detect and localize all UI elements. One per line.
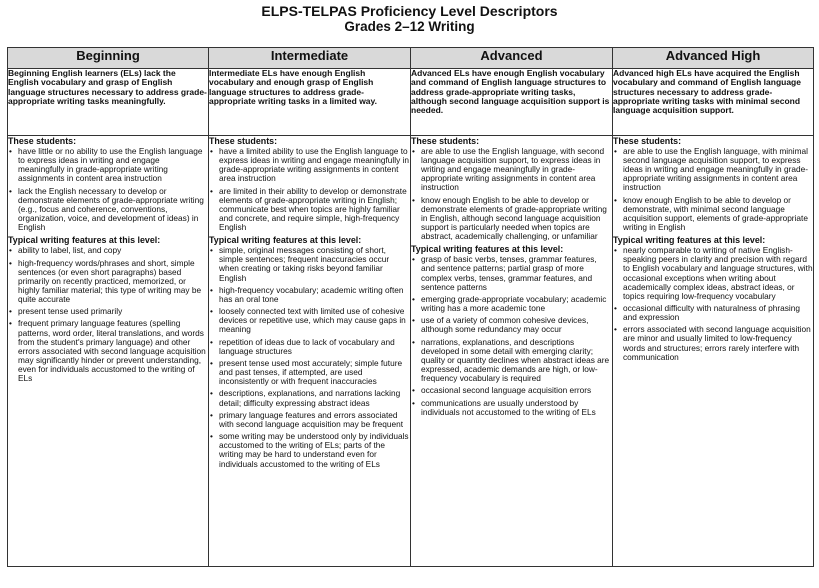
writing-feature-item bbox=[613, 325, 813, 361]
writing-feature-item bbox=[209, 389, 410, 407]
column-heading-advanced-high: Advanced High bbox=[613, 48, 814, 69]
student-ability-item bbox=[209, 147, 410, 183]
bullet-icon: • bbox=[210, 185, 213, 196]
column-heading-beginning: Beginning bbox=[8, 48, 209, 69]
item-text: present tense used primarily bbox=[18, 306, 123, 317]
students-heading: These students: bbox=[411, 136, 480, 146]
item-text: some writing may be understood only by individuals accustomed to the writing of ELs; parts of the writing may be hard to understand even for individuals accustomed to the writing of ELs bbox=[219, 431, 409, 469]
item-text: know enough English to be able to develop or demonstrate elements of grade-appropriate writing in English, although second language acquisition support is particularly needed when topics are abstract, academically challenging, or unfamiliar bbox=[421, 194, 607, 242]
item-text: grasp of basic verbs, tenses, grammar features, and sentence patterns; partial grasp of more complex verbs, tenses, grammar features, and sentence patterns bbox=[421, 254, 597, 292]
item-text: errors associated with second language acquisition are minor and usually limited to low-frequency words and structures; errors rarely interfere with communication bbox=[623, 324, 811, 362]
bullet-icon: • bbox=[412, 315, 415, 326]
student-ability-item bbox=[8, 147, 208, 183]
writing-feature-item bbox=[613, 246, 813, 301]
students-list bbox=[613, 147, 813, 232]
item-text: have little or no ability to use the English language to express ideas in writing and engage meaningfully in grade-appropriate writing assignments in content area instruction bbox=[18, 146, 203, 184]
bullet-icon: • bbox=[614, 194, 617, 205]
bullet-icon: • bbox=[412, 254, 415, 265]
students-list bbox=[411, 147, 612, 241]
features-heading: Typical writing features at this level: bbox=[209, 235, 362, 246]
writing-feature-item bbox=[8, 259, 208, 304]
student-ability-item bbox=[411, 196, 612, 241]
item-text: are limited in their ability to develop or demonstrate elements of grade-appropriate writing in English; communicate best when topics are highly familiar and concrete, and require simple, high-frequency English bbox=[219, 185, 407, 232]
student-ability-item bbox=[613, 147, 813, 192]
descriptor-beginning: Beginning English learners (ELs) lack the English vocabulary and grasp of English language structures necessary to address grade-appropriate writing tasks meaningfully. bbox=[8, 69, 209, 136]
writing-feature-item bbox=[8, 246, 208, 255]
students-heading: These students: bbox=[613, 136, 682, 146]
item-text: occasional difficulty with naturalness of phrasing and expression bbox=[623, 302, 800, 323]
bullet-icon: • bbox=[412, 397, 415, 408]
item-text: high-frequency words/phrases and short, simple sentences (or even short paragraphs) based primarily on recently practiced, memorized, or highly familiar material; this type of writing may be quite accurate bbox=[18, 257, 202, 304]
student-ability-item bbox=[209, 187, 410, 232]
bullet-icon: • bbox=[614, 302, 617, 313]
header-row bbox=[8, 48, 814, 69]
writing-feature-item bbox=[209, 246, 410, 282]
writing-feature-item bbox=[209, 338, 410, 356]
bullet-icon: • bbox=[614, 146, 617, 156]
item-text: high-frequency vocabulary; academic writing often has an oral tone bbox=[219, 284, 404, 304]
writing-feature-item bbox=[411, 399, 612, 417]
bullet-icon: • bbox=[210, 306, 213, 317]
writing-feature-item bbox=[209, 359, 410, 386]
bullet-icon: • bbox=[9, 146, 12, 156]
writing-feature-item bbox=[411, 386, 612, 395]
column-heading-advanced: Advanced bbox=[411, 48, 613, 69]
details-beginning bbox=[8, 136, 209, 567]
bullet-icon: • bbox=[210, 358, 213, 368]
students-list bbox=[209, 147, 410, 232]
descriptor-advanced: Advanced ELs have enough English vocabulary and command of English language structures to address grade-appropriate writing tasks, although second language acquisition support is needed. bbox=[411, 69, 613, 136]
bullet-icon: • bbox=[210, 431, 213, 442]
item-text: primary language features and errors associated with second language acquisition may be frequent bbox=[219, 409, 404, 429]
proficiency-table bbox=[7, 47, 814, 567]
bullet-icon: • bbox=[9, 185, 12, 196]
writing-feature-item bbox=[8, 319, 208, 383]
bullet-icon: • bbox=[412, 146, 415, 156]
item-text: emerging grade-appropriate vocabulary; academic writing has a more academic tone bbox=[421, 293, 607, 313]
students-list bbox=[8, 147, 208, 232]
item-text: use of a variety of common cohesive devices, although some redundancy may occur bbox=[421, 315, 589, 335]
item-text: ability to label, list, and copy bbox=[18, 245, 122, 256]
details-row bbox=[8, 136, 814, 567]
bullet-icon: • bbox=[412, 385, 415, 396]
bullet-icon: • bbox=[614, 324, 617, 335]
descriptor-row bbox=[8, 69, 814, 136]
writing-feature-item bbox=[209, 432, 410, 468]
column-heading-intermediate: Intermediate bbox=[209, 48, 411, 69]
item-text: know enough English to be able to develop or demonstrate, with minimal second language acquisition support, elements of grade-appropriate writing in English bbox=[623, 194, 808, 232]
writing-feature-item bbox=[8, 307, 208, 316]
features-list bbox=[613, 246, 813, 362]
writing-feature-item bbox=[411, 338, 612, 383]
writing-feature-item bbox=[613, 304, 813, 322]
bullet-icon: • bbox=[210, 388, 213, 399]
page-subtitle: Grades 2–12 Writing bbox=[344, 19, 475, 34]
bullet-icon: • bbox=[614, 245, 617, 256]
features-list bbox=[411, 255, 612, 416]
features-list bbox=[8, 246, 208, 383]
bullet-icon: • bbox=[9, 306, 12, 317]
item-text: narrations, explanations, and descriptions developed in some detail with emerging clarity; quality or quantity declines when abstract ideas are expressed, academic demands are high, or low-frequency vocabulary is required bbox=[421, 336, 610, 383]
student-ability-item bbox=[613, 196, 813, 232]
writing-feature-item bbox=[209, 411, 410, 429]
item-text: lack the English necessary to develop or demonstrate elements of grade-appropriate writing (e.g., focus and coherence, conventions, organization, voice, and development of ideas) in English bbox=[18, 185, 204, 232]
student-ability-item bbox=[411, 147, 612, 192]
descriptor-intermediate: Intermediate ELs have enough English vocabulary and enough grasp of English language structures to address grade-appropriate writing tasks in a limited way. bbox=[209, 69, 411, 136]
bullet-icon: • bbox=[412, 194, 415, 205]
item-text: communications are usually understood by individuals not accustomed to the writing of ELs bbox=[421, 397, 596, 417]
student-ability-item bbox=[8, 187, 208, 232]
item-text: frequent primary language features (spelling patterns, word order, literal translations, and words from the student's primary language) and other errors associated with second language acquisition may significantly hinder or prevent understanding, even for individuals accustomed to the writing of ELs bbox=[18, 318, 206, 383]
bullet-icon: • bbox=[412, 293, 415, 304]
bullet-icon: • bbox=[9, 245, 12, 256]
details-intermediate bbox=[209, 136, 411, 567]
bullet-icon: • bbox=[412, 336, 415, 347]
bullet-icon: • bbox=[210, 146, 213, 156]
bullet-icon: • bbox=[210, 409, 213, 420]
item-text: are able to use the English language, with minimal second language acquisition support, to express ideas in writing and engage meaningfully in grade-appropriate writing assignments in content area instruction bbox=[623, 146, 808, 193]
item-text: present tense used most accurately; simple future and past tenses, if attempted, are used inconsistently or with frequent inaccuracies bbox=[219, 358, 403, 387]
item-text: loosely connected text with limited use of cohesive devices or repetitive use, which may cause gaps in meaning bbox=[219, 306, 406, 335]
features-heading: Typical writing features at this level: bbox=[613, 235, 766, 246]
features-heading: Typical writing features at this level: bbox=[8, 235, 161, 246]
descriptor-advanced-high: Advanced high ELs have acquired the English vocabulary and command of English language structures necessary to address grade-appropriate writing tasks with minimal second language acquisition support. bbox=[613, 69, 814, 136]
item-text: occasional second language acquisition errors bbox=[421, 385, 592, 396]
item-text: nearly comparable to writing of native English-speaking peers in clarity and precision with regard to English vocabulary and language structures, with occasional exceptions when writing about academically complex ideas, abstract ideas, or topics requiring low-frequency vocabulary bbox=[623, 245, 813, 301]
page-title: ELPS-TELPAS Proficiency Level Descriptors bbox=[261, 3, 558, 19]
item-text: have a limited ability to use the English language to express ideas in writing and engage meaningfully in grade-appropriate writing assignments in content area instruction bbox=[219, 146, 410, 184]
bullet-icon: • bbox=[210, 245, 213, 256]
item-text: simple, original messages consisting of short, simple sentences; frequent inaccuracies occur when creating or taking risks beyond familiar English bbox=[219, 245, 390, 283]
students-heading: These students: bbox=[209, 136, 278, 146]
bullet-icon: • bbox=[210, 336, 213, 347]
features-list bbox=[209, 246, 410, 468]
writing-feature-item bbox=[209, 307, 410, 334]
bullet-icon: • bbox=[210, 284, 213, 295]
item-text: are able to use the English language, with second language acquisition support, to express ideas in writing and engage meaningfully in grade-appropriate writing assignments in content area instruction bbox=[421, 146, 605, 193]
writing-feature-item bbox=[209, 286, 410, 304]
item-text: descriptions, explanations, and narrations lacking detail; difficulty expressing abstract ideas bbox=[219, 388, 401, 408]
bullet-icon: • bbox=[9, 257, 12, 268]
writing-feature-item bbox=[411, 255, 612, 291]
writing-feature-item bbox=[411, 295, 612, 313]
details-advanced-high bbox=[613, 136, 814, 567]
features-heading: Typical writing features at this level: bbox=[411, 244, 564, 255]
writing-feature-item bbox=[411, 316, 612, 334]
details-advanced bbox=[411, 136, 613, 567]
bullet-icon: • bbox=[9, 318, 12, 329]
item-text: repetition of ideas due to lack of vocabulary and language structures bbox=[219, 336, 395, 356]
students-heading: These students: bbox=[8, 136, 77, 146]
